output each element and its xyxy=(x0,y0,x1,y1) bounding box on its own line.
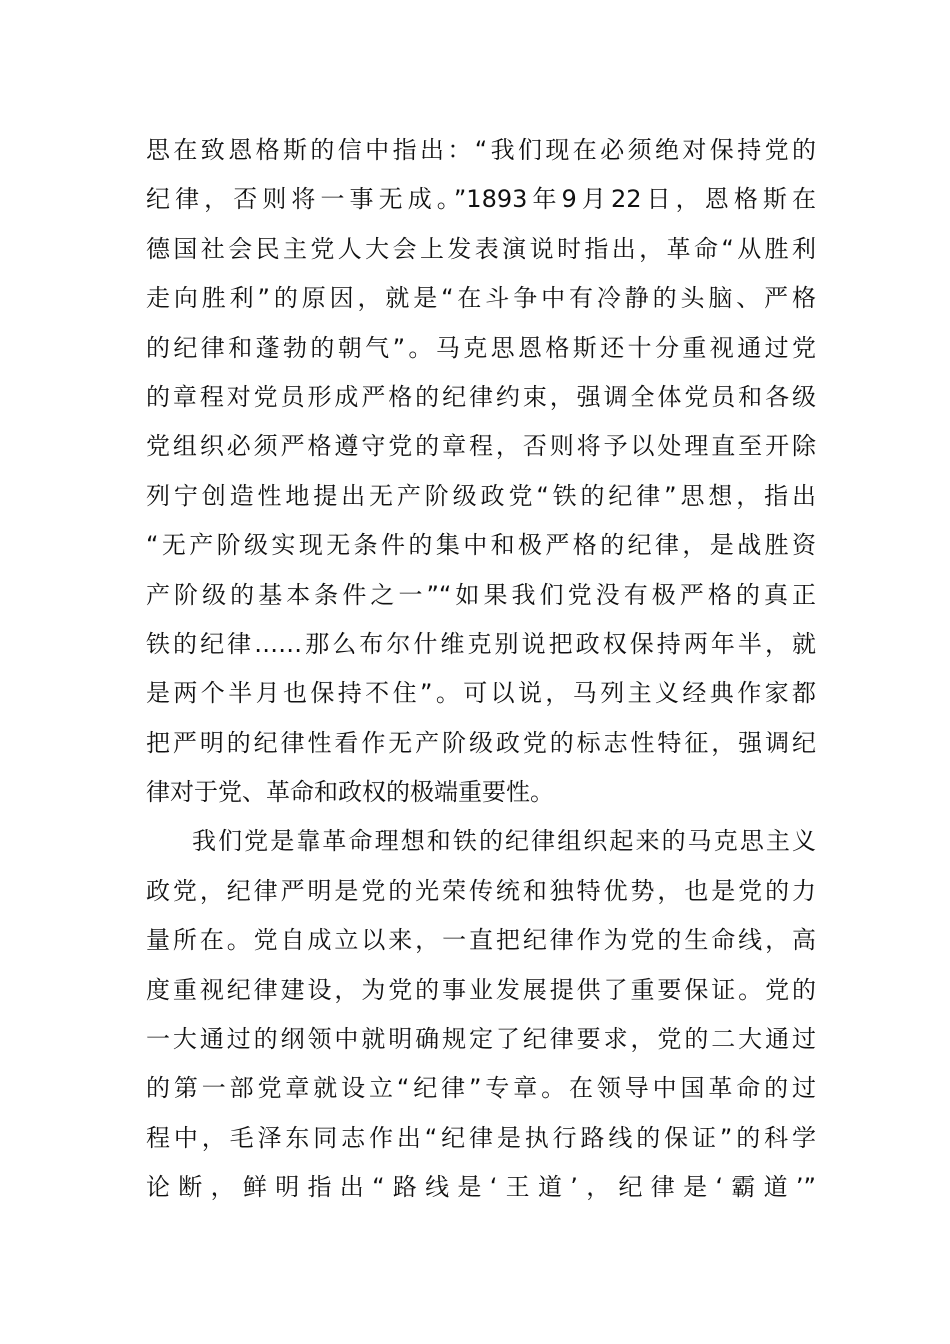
text-line: 论断，鲜明指出“路线是‘王道’，纪律是‘霸道’” xyxy=(146,1173,816,1202)
text-line: 政党，纪律严明是党的光荣传统和独特优势，也是党的力 xyxy=(146,876,816,905)
text-line: 一大通过的纲领中就明确规定了纪律要求，党的二大通过 xyxy=(146,1025,816,1054)
text-line: 度重视纪律建设，为党的事业发展提供了重要保证。党的 xyxy=(146,975,816,1004)
paragraph-first-line: 我们党是靠革命理想和铁的纪律组织起来的马克思主义 xyxy=(192,827,816,856)
text-line: 产阶级的基本条件之一”“如果我们党没有极严格的真正 xyxy=(146,580,816,609)
text-line: 的章程对党员形成严格的纪律约束，强调全体党员和各级 xyxy=(146,382,816,411)
text-line: 铁的纪律……那么布尔什维克别说把政权保持两年半，就 xyxy=(146,629,816,658)
text-line: 列宁创造性地提出无产阶级政党“铁的纪律”思想，指出 xyxy=(146,481,816,510)
body-text xyxy=(146,126,816,1213)
text-line: 是两个半月也保持不住”。可以说，马列主义经典作家都 xyxy=(146,679,816,708)
text-line: 律对于党、革命和政权的极端重要性。 xyxy=(146,778,554,807)
text-line: 量所在。党自成立以来，一直把纪律作为党的生命线，高 xyxy=(146,926,816,955)
text-line: 纪律，否则将一事无成。”1893年9月22日，恩格斯在 xyxy=(146,185,816,214)
text-line: 程中，毛泽东同志作出“纪律是执行路线的保证”的科学 xyxy=(146,1123,816,1152)
text-line: 德国社会民主党人大会上发表演说时指出，革命“从胜利 xyxy=(146,234,816,263)
text-line: 把严明的纪律性看作无产阶级政党的标志性特征，强调纪 xyxy=(146,728,816,757)
text-line: 的第一部党章就设立“纪律”专章。在领导中国革命的过 xyxy=(146,1074,816,1103)
text-line: 走向胜利”的原因，就是“在斗争中有冷静的头脑、严格 xyxy=(146,284,816,313)
text-line: “无产阶级实现无条件的集中和极严格的纪律，是战胜资 xyxy=(146,531,816,560)
text-line: 思在致恩格斯的信中指出：“我们现在必须绝对保持党的 xyxy=(146,136,816,164)
text-line: 党组织必须严格遵守党的章程，否则将予以处理直至开除 xyxy=(146,432,816,461)
text-line: 的纪律和蓬勃的朝气”。马克思恩格斯还十分重视通过党 xyxy=(146,333,816,362)
